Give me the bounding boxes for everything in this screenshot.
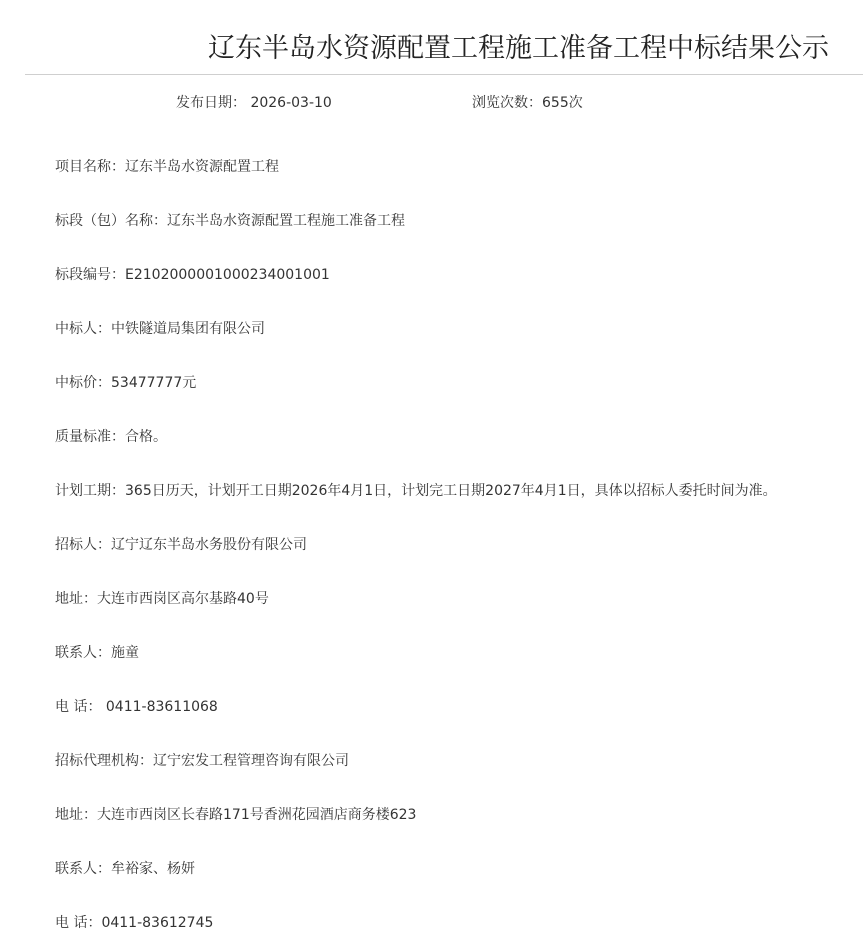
field-section-name: 标段（包）名称：辽东半岛水资源配置工程施工准备工程 xyxy=(55,213,405,229)
field-tenderer-phone: 电 话： 0411-83611068 xyxy=(55,699,218,715)
field-schedule: 计划工期：365日历天，计划开工日期2026年4月1日，计划完工日期2027年4月1日，具体以招标人委托时间为准。 xyxy=(55,483,777,499)
field-winning-bidder: 中标人：中铁隧道局集团有限公司 xyxy=(55,321,265,337)
field-section-number: 标段编号：E2102000001000234001001 xyxy=(55,267,330,283)
field-winning-price: 中标价：53477777元 xyxy=(55,375,197,391)
view-count: 浏览次数：655次 xyxy=(472,95,583,111)
field-agency-address: 地址：大连市西岗区长春路171号香洲花园酒店商务楼623 xyxy=(55,807,417,823)
field-project-name: 项目名称：辽东半岛水资源配置工程 xyxy=(55,159,279,175)
field-agency: 招标代理机构：辽宁宏发工程管理咨询有限公司 xyxy=(55,753,349,769)
title-divider xyxy=(25,74,863,75)
field-tenderer-address: 地址：大连市西岗区高尔基路40号 xyxy=(55,591,269,607)
field-tenderer-contact: 联系人：施童 xyxy=(55,645,139,661)
field-agency-contact: 联系人：牟裕家、杨妍 xyxy=(55,861,195,877)
publish-date: 发布日期： 2026-03-10 xyxy=(176,95,332,111)
field-quality-standard: 质量标准：合格。 xyxy=(55,429,167,445)
field-agency-phone: 电 话：0411-83612745 xyxy=(55,915,214,931)
page-title: 辽东半岛水资源配置工程施工准备工程中标结果公示 xyxy=(208,33,829,64)
field-tenderer: 招标人：辽宁辽东半岛水务股份有限公司 xyxy=(55,537,307,553)
